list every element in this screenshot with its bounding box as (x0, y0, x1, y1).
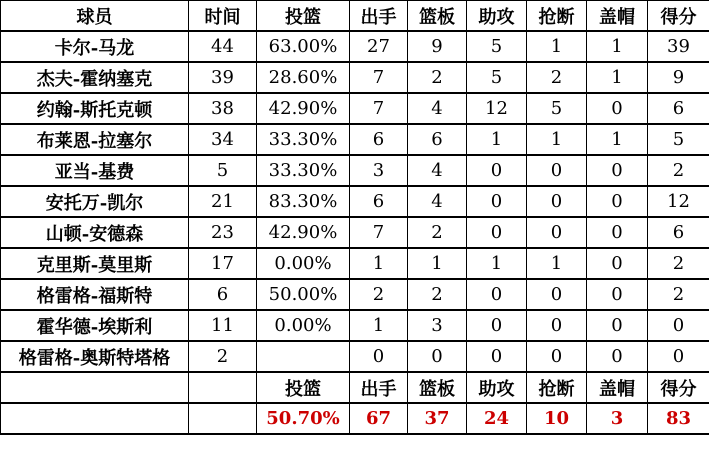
steals-cell: 5 (527, 93, 587, 124)
rebounds-cell: 0 (408, 341, 467, 372)
assists-cell: 5 (467, 62, 527, 93)
minutes-cell: 34 (189, 124, 257, 155)
col-header-minutes: 时间 (189, 1, 257, 32)
totals-rebounds: 37 (408, 403, 467, 434)
player-name-cell: 霍华德-埃斯利 (1, 310, 189, 341)
blocks-cell: 0 (587, 341, 648, 372)
fga-cell: 27 (350, 31, 408, 62)
minutes-cell: 11 (189, 310, 257, 341)
assists-cell: 1 (467, 248, 527, 279)
summary-label-points: 得分 (648, 372, 709, 403)
assists-cell: 0 (467, 341, 527, 372)
player-name-cell: 亚当-基费 (1, 155, 189, 186)
col-header-rebounds: 篮板 (408, 1, 467, 32)
fg-pct-cell: 50.00% (257, 279, 350, 310)
col-header-steals: 抢断 (527, 1, 587, 32)
col-header-fga: 出手 (350, 1, 408, 32)
steals-cell: 1 (527, 248, 587, 279)
minutes-cell: 17 (189, 248, 257, 279)
points-cell: 0 (648, 341, 709, 372)
player-name-cell: 杰夫-霍纳塞克 (1, 62, 189, 93)
minutes-cell: 21 (189, 186, 257, 217)
summary-empty-player-cell (1, 372, 189, 403)
steals-cell: 1 (527, 124, 587, 155)
fg-pct-cell: 33.30% (257, 124, 350, 155)
totals-assists: 24 (467, 403, 527, 434)
summary-label-fg-pct: 投篮 (257, 372, 350, 403)
fga-cell: 7 (350, 217, 408, 248)
rebounds-cell: 6 (408, 124, 467, 155)
summary-label-assists: 助攻 (467, 372, 527, 403)
player-name-cell: 格雷格-奥斯特塔格 (1, 341, 189, 372)
fga-cell: 6 (350, 186, 408, 217)
fg-pct-cell: 0.00% (257, 310, 350, 341)
assists-cell: 0 (467, 217, 527, 248)
fga-cell: 3 (350, 155, 408, 186)
player-name-cell: 约翰-斯托克顿 (1, 93, 189, 124)
fga-cell: 0 (350, 341, 408, 372)
summary-label-blocks: 盖帽 (587, 372, 648, 403)
steals-cell: 0 (527, 217, 587, 248)
blocks-cell: 1 (587, 62, 648, 93)
summary-empty-minutes-cell (189, 372, 257, 403)
fga-cell: 2 (350, 279, 408, 310)
totals-empty-player-cell (1, 403, 189, 434)
fga-cell: 6 (350, 124, 408, 155)
assists-cell: 0 (467, 279, 527, 310)
player-name-cell: 卡尔-马龙 (1, 31, 189, 62)
player-name-cell: 布莱恩-拉塞尔 (1, 124, 189, 155)
fg-pct-cell: 0.00% (257, 248, 350, 279)
minutes-cell: 6 (189, 279, 257, 310)
blocks-cell: 0 (587, 155, 648, 186)
fg-pct-cell: 63.00% (257, 31, 350, 62)
player-name-cell: 克里斯-莫里斯 (1, 248, 189, 279)
rebounds-cell: 4 (408, 186, 467, 217)
player-name-cell: 安托万-凯尔 (1, 186, 189, 217)
points-cell: 5 (648, 124, 709, 155)
col-header-assists: 助攻 (467, 1, 527, 32)
totals-fga: 67 (350, 403, 408, 434)
blocks-cell: 1 (587, 124, 648, 155)
totals-fg-pct: 50.70% (257, 403, 350, 434)
player-row (1, 62, 709, 93)
assists-cell: 0 (467, 155, 527, 186)
steals-cell: 1 (527, 31, 587, 62)
steals-cell: 0 (527, 310, 587, 341)
steals-cell: 0 (527, 186, 587, 217)
fg-pct-cell: 33.30% (257, 155, 350, 186)
col-header-blocks: 盖帽 (587, 1, 648, 32)
rebounds-cell: 1 (408, 248, 467, 279)
assists-cell: 0 (467, 310, 527, 341)
blocks-cell: 0 (587, 279, 648, 310)
minutes-cell: 38 (189, 93, 257, 124)
steals-cell: 2 (527, 62, 587, 93)
fga-cell: 1 (350, 310, 408, 341)
rebounds-cell: 2 (408, 279, 467, 310)
player-row (1, 186, 709, 217)
totals-empty-minutes-cell (189, 403, 257, 434)
player-row (1, 248, 709, 279)
minutes-cell: 39 (189, 62, 257, 93)
player-row (1, 124, 709, 155)
assists-cell: 12 (467, 93, 527, 124)
summary-label-steals: 抢断 (527, 372, 587, 403)
col-header-points: 得分 (648, 1, 709, 32)
rebounds-cell: 4 (408, 155, 467, 186)
minutes-cell: 2 (189, 341, 257, 372)
fg-pct-cell: 83.30% (257, 186, 350, 217)
totals-steals: 10 (527, 403, 587, 434)
rebounds-cell: 3 (408, 310, 467, 341)
blocks-cell: 0 (587, 248, 648, 279)
points-cell: 6 (648, 217, 709, 248)
totals-row (1, 403, 709, 434)
totals-points: 83 (648, 403, 709, 434)
fg-pct-cell: 42.90% (257, 217, 350, 248)
rebounds-cell: 2 (408, 62, 467, 93)
summary-header-row (1, 372, 709, 403)
player-row (1, 341, 709, 372)
minutes-cell: 23 (189, 217, 257, 248)
blocks-cell: 1 (587, 31, 648, 62)
rebounds-cell: 9 (408, 31, 467, 62)
fga-cell: 7 (350, 93, 408, 124)
player-row (1, 279, 709, 310)
player-row (1, 310, 709, 341)
steals-cell: 0 (527, 155, 587, 186)
blocks-cell: 0 (587, 217, 648, 248)
fga-cell: 7 (350, 62, 408, 93)
points-cell: 2 (648, 155, 709, 186)
blocks-cell: 0 (587, 93, 648, 124)
fga-cell: 1 (350, 248, 408, 279)
steals-cell: 0 (527, 341, 587, 372)
player-name-cell: 山顿-安德森 (1, 217, 189, 248)
minutes-cell: 5 (189, 155, 257, 186)
col-header-fg-pct: 投篮 (257, 1, 350, 32)
steals-cell: 0 (527, 279, 587, 310)
player-row (1, 217, 709, 248)
rebounds-cell: 4 (408, 93, 467, 124)
player-row (1, 155, 709, 186)
summary-label-fga: 出手 (350, 372, 408, 403)
blocks-cell: 0 (587, 186, 648, 217)
minutes-cell: 44 (189, 31, 257, 62)
summary-label-rebounds: 篮板 (408, 372, 467, 403)
points-cell: 12 (648, 186, 709, 217)
points-cell: 39 (648, 31, 709, 62)
points-cell: 2 (648, 248, 709, 279)
player-rows (1, 31, 709, 372)
points-cell: 6 (648, 93, 709, 124)
totals-blocks: 3 (587, 403, 648, 434)
points-cell: 0 (648, 310, 709, 341)
player-row (1, 31, 709, 62)
rebounds-cell: 2 (408, 217, 467, 248)
assists-cell: 1 (467, 124, 527, 155)
blocks-cell: 0 (587, 310, 648, 341)
header-row (1, 1, 709, 32)
fg-pct-cell (257, 341, 350, 372)
assists-cell: 5 (467, 31, 527, 62)
col-header-player: 球员 (1, 1, 189, 32)
points-cell: 2 (648, 279, 709, 310)
player-row (1, 93, 709, 124)
assists-cell: 0 (467, 186, 527, 217)
points-cell: 9 (648, 62, 709, 93)
player-name-cell: 格雷格-福斯特 (1, 279, 189, 310)
fg-pct-cell: 42.90% (257, 93, 350, 124)
fg-pct-cell: 28.60% (257, 62, 350, 93)
